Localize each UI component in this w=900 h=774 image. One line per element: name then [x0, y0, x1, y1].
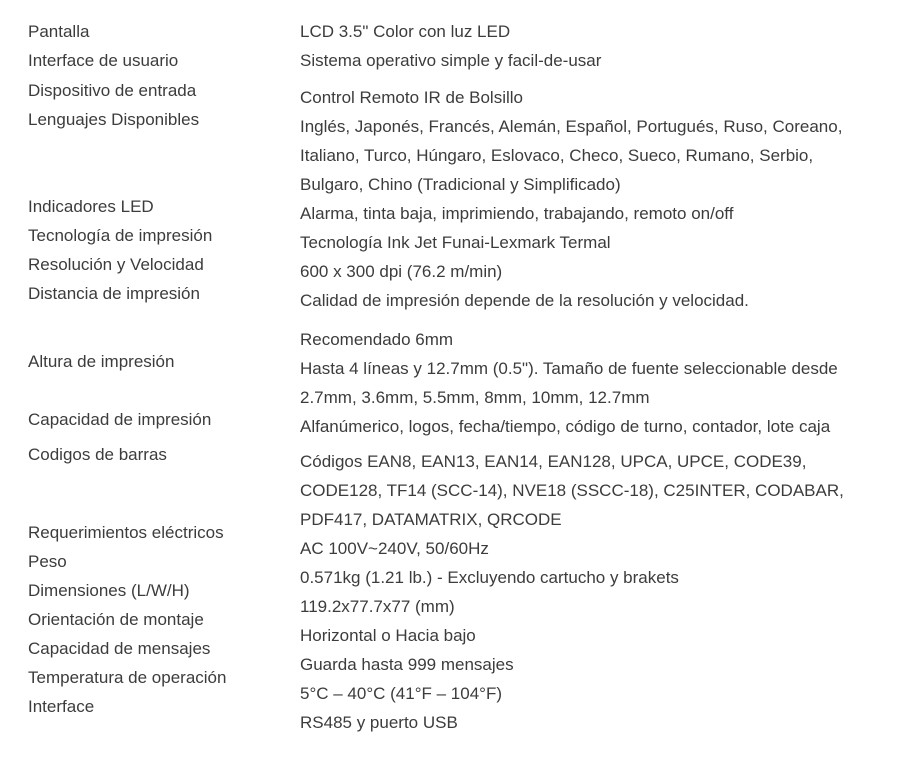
spec-value-line: 0.571kg (1.21 lb.) - Excluyendo cartucho y brakets [300, 568, 679, 587]
spec-row [28, 112, 900, 199]
spec-value-line: PDF417, DATAMATRIX, QRCODE [300, 510, 562, 529]
spec-label: Temperatura de operación [28, 668, 227, 687]
spec-values [300, 199, 900, 228]
spec-values [300, 228, 900, 257]
spec-row [28, 697, 900, 737]
spec-value-line: Bulgaro, Chino (Tradicional y Simplificado) [300, 175, 621, 194]
spec-values [300, 354, 900, 412]
spec-value-line: 600 x 300 dpi (76.2 m/min) [300, 262, 503, 281]
spec-label: Capacidad de impresión [28, 410, 212, 429]
spec-value-line: Alarma, tinta baja, imprimiendo, trabajando, remoto on/off [300, 204, 734, 223]
spec-values [300, 112, 900, 199]
spec-row [28, 286, 900, 354]
spec-values [300, 412, 900, 441]
spec-label: Peso [28, 552, 67, 571]
spec-values [300, 708, 900, 737]
spec-value-line: Italiano, Turco, Húngaro, Eslovaco, Checo, Sueco, Rumano, Serbio, [300, 146, 814, 165]
spec-row [28, 17, 900, 46]
spec-value-line: Inglés, Japonés, Francés, Alemán, Español, Portugués, Ruso, Coreano, [300, 117, 843, 136]
spec-value-line: CODE128, TF14 (SCC-14), NVE18 (SSCC-18), C25INTER, CODABAR, [300, 481, 844, 500]
spec-values [300, 257, 900, 286]
spec-label: Indicadores LED [28, 197, 154, 216]
spec-row [28, 354, 900, 412]
spec-row [28, 412, 900, 441]
spec-label: Orientación de montaje [28, 610, 204, 629]
spec-values [300, 534, 900, 563]
spec-label: Pantalla [28, 22, 90, 41]
spec-values [300, 592, 900, 621]
spec-value-line: 119.2x77.7x77 (mm) [300, 597, 455, 616]
spec-value-line: Horizontal o Hacia bajo [300, 626, 476, 645]
spec-values [300, 621, 900, 650]
spec-values [300, 650, 900, 679]
spec-label: Interface [28, 697, 95, 716]
spec-values [300, 447, 900, 534]
spec-label: Resolución y Velocidad [28, 255, 204, 274]
spec-values [300, 563, 900, 592]
spec-values [300, 286, 900, 354]
spec-value-line: Calidad de impresión depende de la resolución y velocidad. [300, 291, 749, 310]
spec-values [300, 46, 900, 75]
spec-label: Interface de usuario [28, 51, 179, 70]
spec-value-line: LCD 3.5" Color con luz LED [300, 22, 511, 41]
spec-value-line: Hasta 4 líneas y 12.7mm (0.5"). Tamaño de fuente seleccionable desde [300, 359, 838, 378]
spec-value-line: RS485 y puerto USB [300, 713, 458, 732]
spec-label: Codigos de barras [28, 445, 167, 464]
spec-label: Capacidad de mensajes [28, 639, 211, 658]
spec-values [300, 679, 900, 708]
spec-label: Dimensiones (L/W/H) [28, 581, 190, 600]
spec-value-line: Códigos EAN8, EAN13, EAN14, EAN128, UPCA, UPCE, CODE39, [300, 452, 807, 471]
spec-values [300, 83, 900, 112]
spec-label: Tecnología de impresión [28, 226, 213, 245]
spec-value-line: Recomendado 6mm [300, 330, 454, 349]
spec-values [300, 17, 900, 46]
spec-value-line: Alfanúmerico, logos, fecha/tiempo, código de turno, contador, lote caja [300, 417, 831, 436]
spec-label: Requerimientos eléctricos [28, 523, 224, 542]
spec-label: Lenguajes Disponibles [28, 110, 200, 129]
spec-value-line: Sistema operativo simple y facil-de-usar [300, 51, 602, 70]
spec-label: Altura de impresión [28, 352, 175, 371]
spec-value-line: 5°C – 40°C (41°F – 104°F) [300, 684, 502, 703]
spec-value-line: Tecnología Ink Jet Funai-Lexmark Termal [300, 233, 611, 252]
spec-value-line: Guarda hasta 999 mensajes [300, 655, 514, 674]
spec-label: Dispositivo de entrada [28, 81, 197, 100]
spec-value-line: Control Remoto IR de Bolsillo [300, 88, 523, 107]
spec-value-line: 2.7mm, 3.6mm, 5.5mm, 8mm, 10mm, 12.7mm [300, 388, 650, 407]
spec-row [28, 46, 900, 75]
spec-label: Distancia de impresión [28, 284, 200, 303]
spec-value-line: AC 100V~240V, 50/60Hz [300, 539, 489, 558]
